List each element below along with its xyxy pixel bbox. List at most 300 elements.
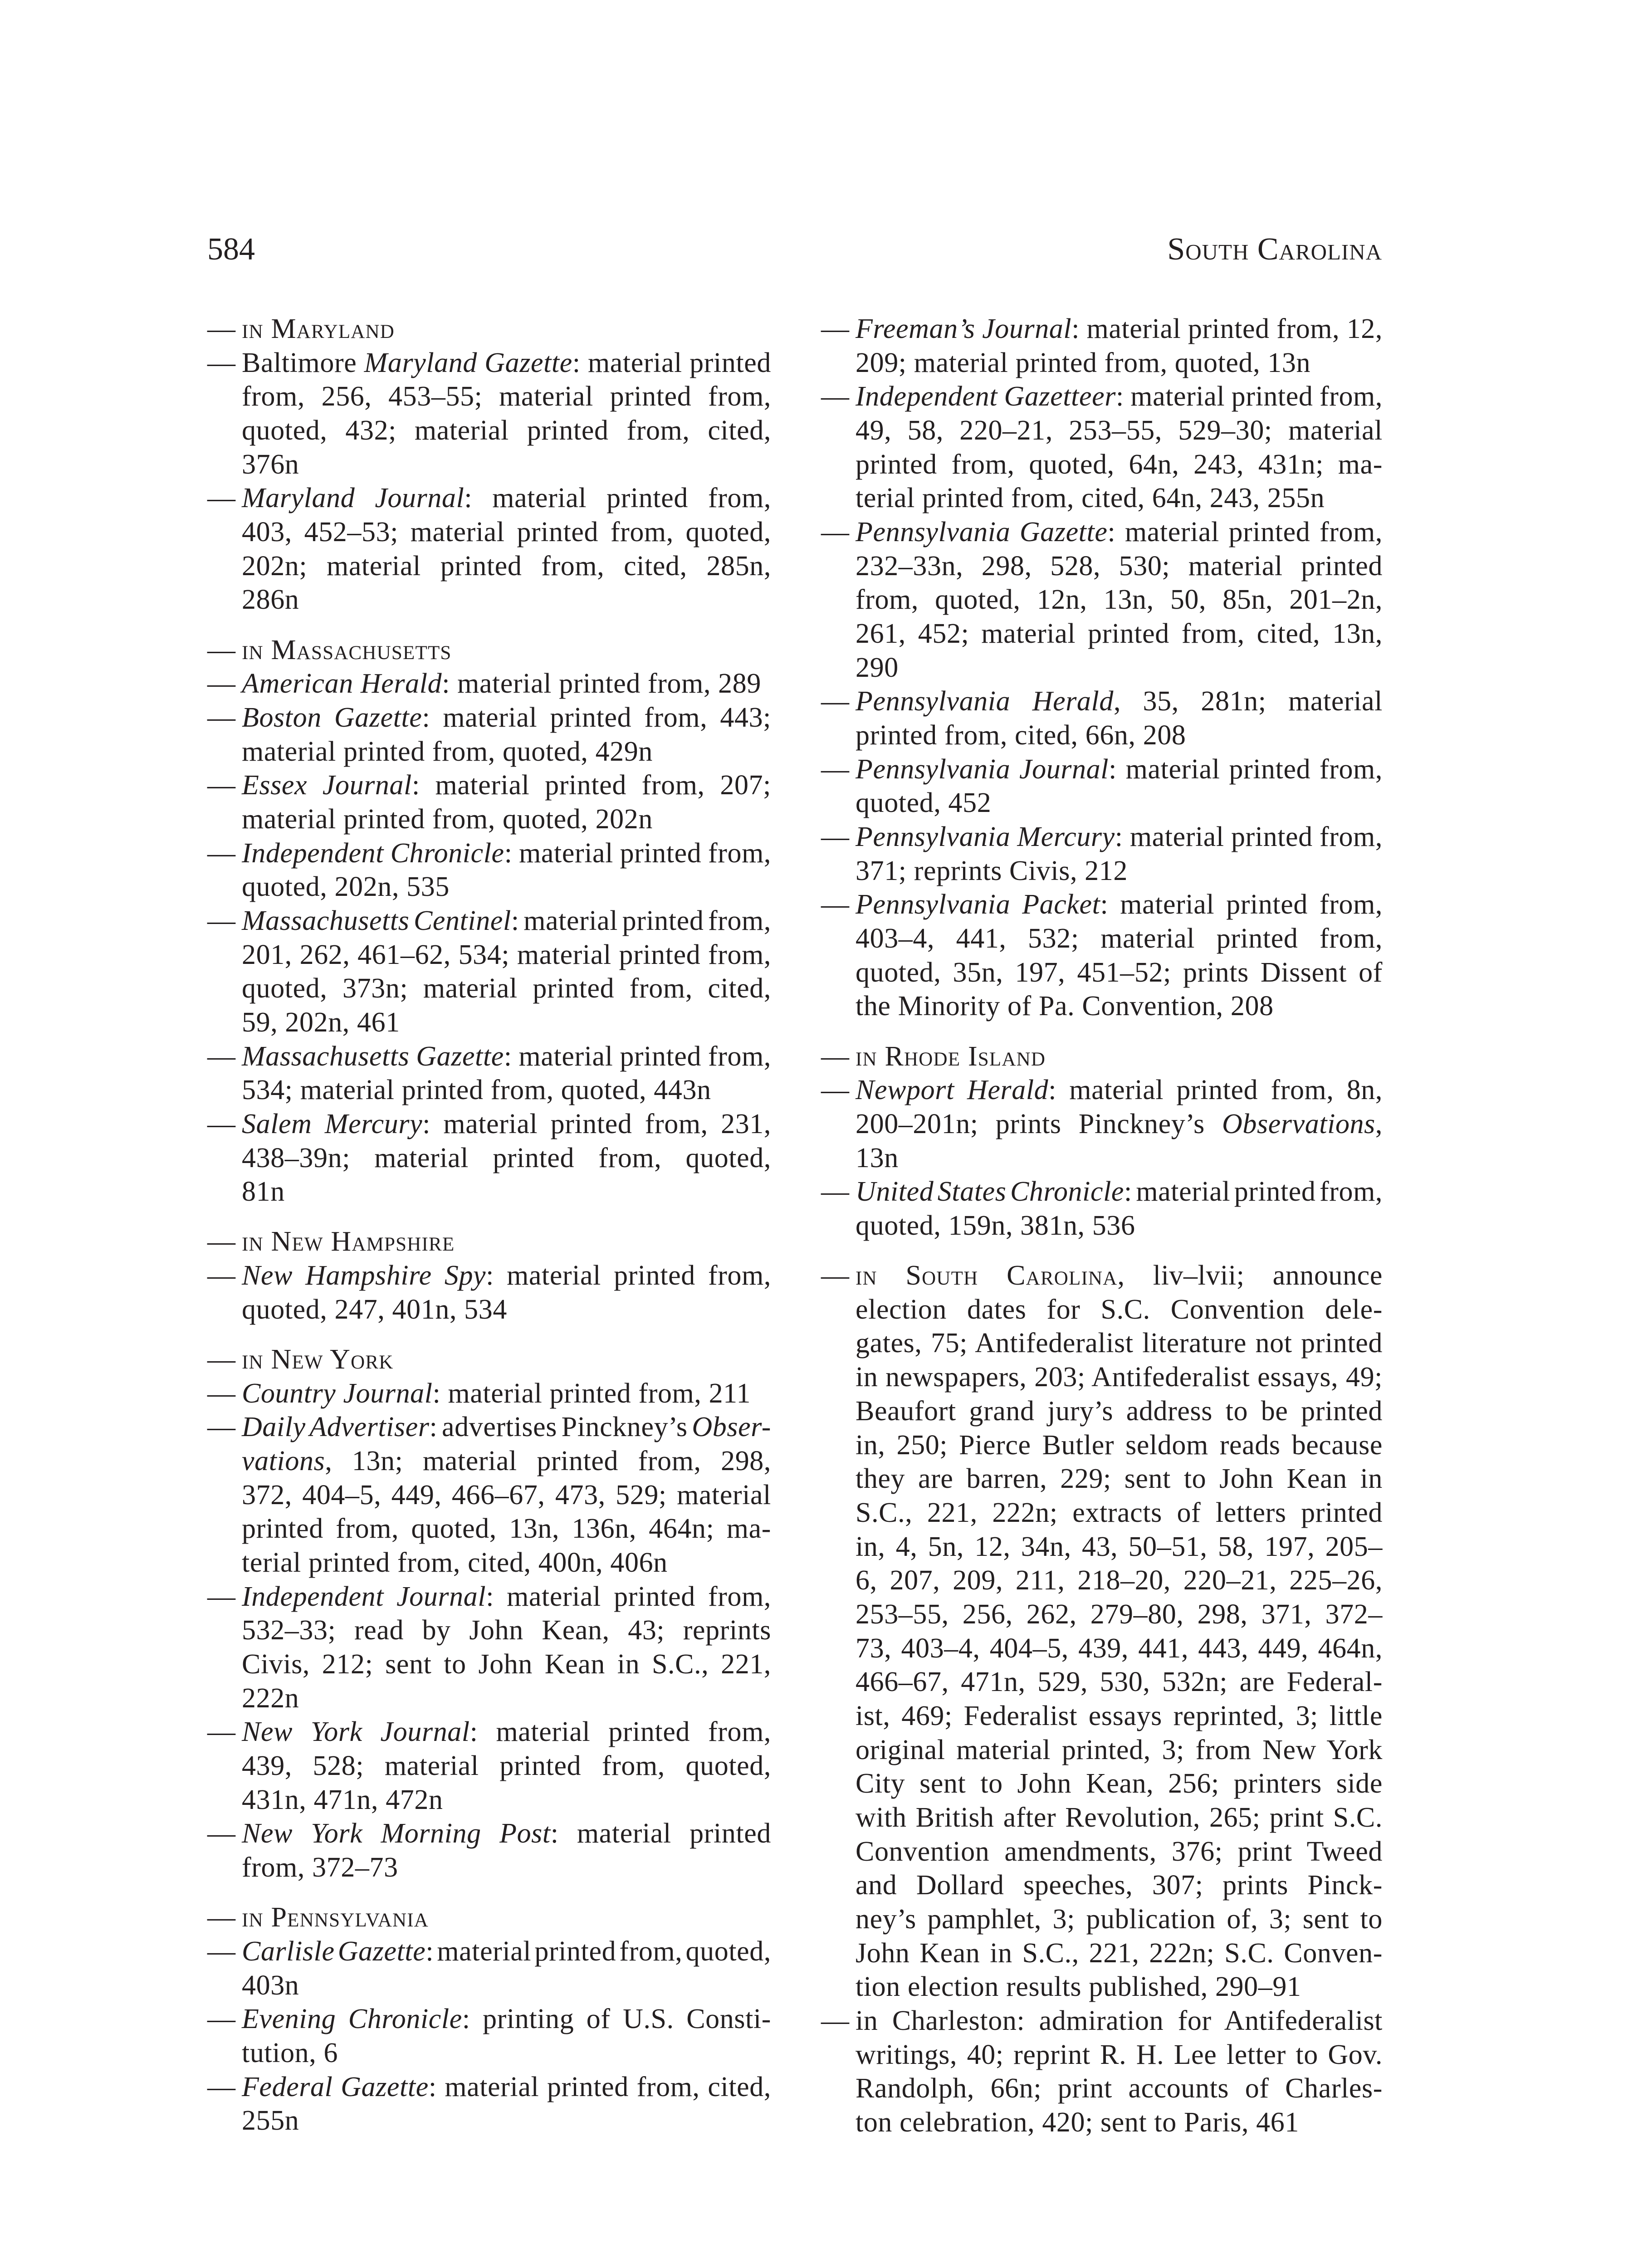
line-text — [856, 1565, 1383, 1596]
line-text — [242, 1226, 455, 1257]
line-text — [856, 1041, 1046, 1072]
index-entry — [821, 1073, 1383, 1175]
index-line — [821, 1835, 1383, 1869]
entry-text: 466–67, 471n, 529, 530, 532n; are Federal- — [856, 1667, 1383, 1698]
index-line — [821, 922, 1383, 956]
line-text — [242, 1446, 771, 1476]
place-subheading: in Massachusetts — [242, 634, 452, 665]
entry-text: 13n — [856, 1142, 899, 1173]
entry-text: : material printed from, — [1115, 821, 1383, 853]
entry-text: John Kean in S.C., 221, 222n; S.C. Conven- — [856, 1937, 1383, 1969]
newspaper-title: Independent Chronicle — [242, 837, 504, 869]
line-text — [242, 635, 452, 665]
line-text — [242, 347, 771, 378]
entry-text: Beaufort grand jury’s address to be printed — [856, 1395, 1383, 1427]
index-line — [821, 1141, 1383, 1175]
em-dash: — — [207, 1260, 236, 1291]
index-entry — [207, 1259, 771, 1326]
line-text — [856, 1109, 1383, 1139]
index-line — [821, 854, 1383, 888]
em-dash: — — [207, 668, 236, 699]
index-line — [821, 1801, 1383, 1835]
em-dash: — — [821, 821, 850, 853]
index-group — [207, 633, 771, 1209]
index-line — [207, 1647, 771, 1681]
entry-text: printed from, quoted, 64n, 243, 431n; ma- — [856, 449, 1383, 480]
line-text — [242, 1683, 299, 1714]
line-text — [242, 1143, 771, 1173]
line-text — [856, 1633, 1383, 1664]
entry-text: quoted, 35n, 197, 451–52; prints Dissent of — [856, 957, 1383, 988]
line-text — [242, 449, 299, 480]
index-line — [821, 448, 1383, 482]
index-line — [821, 1293, 1383, 1327]
entry-text: 73, 403–4, 404–5, 439, 441, 443, 449, 464n, — [856, 1633, 1383, 1664]
entry-text: : material printed from, 207; — [411, 770, 771, 801]
index-line — [821, 888, 1383, 922]
em-dash: — — [207, 1716, 236, 1748]
entry-text: from, 372–73 — [242, 1852, 398, 1883]
entry-text: , — [1375, 1108, 1383, 1139]
index-entry — [821, 2004, 1383, 2140]
entry-text: with British after Revolution, 265; print S.C. — [856, 1802, 1383, 1833]
entry-text: 49, 58, 220–21, 253–55, 529–30; material — [856, 415, 1383, 446]
em-dash: — — [207, 837, 236, 869]
em-dash: — — [207, 1344, 236, 1375]
line-text — [856, 1802, 1383, 1833]
line-text — [242, 517, 771, 547]
index-line — [821, 1360, 1383, 1394]
entry-text: Randolph, 66n; print accounts of Charles- — [856, 2073, 1383, 2104]
line-text — [242, 1852, 398, 1883]
newspaper-title: Obser- — [692, 1412, 771, 1443]
running-title: South Carolina — [1167, 232, 1382, 267]
index-heading — [207, 633, 771, 667]
index-line — [821, 1107, 1383, 1141]
place-subheading: in New York — [242, 1344, 394, 1375]
em-dash: — — [207, 1902, 236, 1933]
index-entry — [207, 1377, 771, 1411]
line-text — [856, 517, 1383, 547]
index-line — [207, 768, 771, 802]
index-line — [207, 1141, 771, 1175]
line-text — [856, 2073, 1383, 2104]
index-line — [207, 380, 771, 414]
index-line — [207, 2036, 771, 2070]
entry-text: 200–201n; prints Pinckney’s — [856, 1108, 1222, 1139]
newspaper-title: Pennsylvania Mercury — [856, 821, 1115, 853]
line-text — [242, 551, 771, 582]
index-line — [207, 1935, 771, 1969]
index-line — [207, 1377, 771, 1411]
line-text — [856, 1701, 1383, 1731]
index-line — [821, 1868, 1383, 1902]
index-entry — [821, 312, 1383, 380]
entry-text: 371; reprints Civis, 212 — [856, 855, 1128, 886]
entry-text: quoted, 452 — [856, 787, 992, 819]
entry-text: 201, 262, 461–62, 534; material printed from, — [242, 939, 771, 970]
entry-text: in newspapers, 203; Antifederalist essays, 49; — [856, 1362, 1383, 1393]
line-text — [856, 1430, 1383, 1461]
line-text — [242, 1075, 711, 1105]
index-line — [207, 802, 771, 836]
index-line — [207, 701, 771, 735]
index-line — [207, 1749, 771, 1783]
newspaper-title: Maryland Journal — [242, 483, 464, 514]
place-subheading: in New Hampshire — [242, 1226, 455, 1257]
index-line — [821, 549, 1383, 583]
place-subheading: in Maryland — [242, 313, 395, 344]
newspaper-title: Pennsylvania Journal — [856, 753, 1109, 785]
index-line — [821, 1394, 1383, 1428]
line-text — [242, 313, 395, 344]
em-dash: — — [207, 1378, 236, 1409]
entry-text: 209; material printed from, quoted, 13n — [856, 347, 1311, 378]
line-text — [242, 1750, 771, 1781]
em-dash: — — [821, 313, 850, 344]
index-entry — [821, 1259, 1383, 2004]
entry-text: : material printed from, 231, — [422, 1108, 771, 1139]
line-text — [856, 1497, 1383, 1528]
index-group — [207, 1343, 771, 1885]
line-text — [856, 686, 1383, 717]
index-line — [207, 836, 771, 870]
em-dash: — — [207, 2071, 236, 2102]
line-text — [856, 1735, 1383, 1765]
index-line — [207, 972, 771, 1006]
index-column-left — [207, 312, 771, 2138]
entry-text: ney’s pamphlet, 3; publication of, 3; sent to — [856, 1903, 1383, 1935]
index-line — [207, 1040, 771, 1074]
index-line — [207, 1444, 771, 1478]
entry-text: : material printed from, — [504, 1041, 771, 1072]
line-text — [856, 1870, 1383, 1901]
em-dash: — — [207, 1818, 236, 1849]
index-line — [821, 1259, 1383, 1293]
entry-text: : material printed from, quoted, — [425, 1936, 771, 1967]
index-line — [821, 1936, 1383, 1970]
entry-text: : material printed from, — [1109, 753, 1383, 785]
index-line — [207, 1512, 771, 1546]
entry-text: quoted, 373n; material printed from, cited, — [242, 973, 771, 1004]
index-line — [207, 515, 771, 549]
line-text — [856, 1836, 1383, 1867]
line-text — [242, 415, 771, 446]
index-entry — [207, 2002, 771, 2070]
entry-text: they are barren, 229; sent to John Kean in — [856, 1463, 1383, 1495]
entry-text: , 35, 281n; material — [1113, 686, 1383, 717]
entry-text: Civis, 212; sent to John Kean in S.C., 221, — [242, 1649, 771, 1680]
line-text — [856, 313, 1383, 344]
index-entry — [207, 904, 771, 1040]
index-line — [821, 1428, 1383, 1462]
newspaper-title: New Hampshire Spy — [242, 1260, 486, 1291]
line-text — [242, 2105, 299, 2136]
line-text — [856, 1260, 1383, 1291]
entry-text: 438–39n; material printed from, quoted, — [242, 1142, 771, 1173]
entry-text: tution, 6 — [242, 2037, 338, 2068]
entry-text: : material printed from, — [504, 837, 771, 869]
line-text — [242, 1581, 771, 1612]
index-line — [207, 1073, 771, 1107]
index-line — [821, 956, 1383, 990]
index-line — [821, 380, 1383, 414]
entry-text: : printing of U.S. Consti- — [462, 2004, 771, 2035]
entry-text: writings, 40; reprint R. H. Lee letter to Gov. — [856, 2039, 1383, 2070]
entry-text: 232–33n, 298, 528, 530; material printed — [856, 550, 1383, 582]
entry-text: : material printed from, — [511, 905, 771, 936]
line-text — [242, 1818, 771, 1849]
em-dash: — — [821, 1176, 850, 1207]
entry-text: 439, 528; material printed from, quoted, — [242, 1750, 771, 1782]
index-line — [821, 583, 1383, 617]
line-text — [856, 2039, 1383, 2070]
place-subheading: in South Carolina — [856, 1260, 1118, 1291]
newspaper-title: Evening Chronicle — [242, 2004, 462, 2035]
index-line — [821, 989, 1383, 1023]
entry-text: in, 250; Pierce Butler seldom reads because — [856, 1429, 1383, 1461]
index-line — [207, 735, 771, 769]
index-line — [207, 1410, 771, 1444]
entry-text: original material printed, 3; from New York — [856, 1734, 1383, 1765]
em-dash: — — [821, 686, 850, 717]
line-text — [856, 1904, 1383, 1935]
entry-text: material printed from, quoted, 202n — [242, 803, 653, 835]
entry-text: : material printed from, — [1100, 889, 1383, 920]
em-dash: — — [207, 905, 236, 936]
em-dash: — — [821, 517, 850, 548]
index-line — [821, 515, 1383, 549]
line-text — [242, 1007, 400, 1038]
index-line — [207, 2104, 771, 2138]
newspaper-title: Country Journal — [242, 1378, 433, 1409]
index-line — [821, 1326, 1383, 1360]
line-text — [242, 1260, 771, 1291]
index-line — [821, 1530, 1383, 1564]
em-dash: — — [207, 1412, 236, 1443]
line-text — [856, 1328, 1383, 1359]
line-text — [856, 652, 899, 683]
newspaper-title: Pennsylvania Gazette — [856, 517, 1108, 548]
index-line — [207, 870, 771, 904]
index-entry — [821, 820, 1383, 888]
index-entry — [821, 515, 1383, 684]
em-dash: — — [821, 753, 850, 785]
index-entry — [821, 753, 1383, 820]
line-text — [856, 889, 1383, 920]
entry-text: : material printed from, — [486, 1260, 771, 1291]
entry-text: printed from, cited, 66n, 208 — [856, 720, 1186, 751]
entry-text: tion election results published, 290–91 — [856, 1971, 1301, 2003]
page-header — [207, 231, 1382, 268]
index-entry — [207, 1107, 771, 1209]
line-text — [242, 1902, 429, 1933]
entry-text: 202n; material printed from, cited, 285n, — [242, 550, 771, 582]
index-line — [207, 904, 771, 938]
newspaper-title: Independent Journal — [242, 1581, 486, 1612]
newspaper-title: Maryland Gazette — [364, 347, 572, 378]
entry-text: from, 256, 453–55; material printed from, — [242, 381, 771, 412]
entry-text: 253–55, 256, 262, 279–80, 298, 371, 372– — [856, 1598, 1383, 1630]
newspaper-title: Pennsylvania Herald — [856, 686, 1114, 717]
index-line — [821, 1462, 1383, 1496]
index-line — [821, 753, 1383, 787]
line-text — [242, 1378, 751, 1409]
newspaper-title: New York Morning Post — [242, 1818, 551, 1849]
index-line — [207, 346, 771, 380]
line-text — [242, 2072, 771, 2102]
index-line — [207, 1783, 771, 1817]
entry-text: gates, 75; Antifederalist literature not printed — [856, 1328, 1383, 1359]
line-text — [856, 1075, 1383, 1105]
line-text — [856, 1294, 1383, 1325]
index-line — [821, 1496, 1383, 1530]
newspaper-title: Massachusetts Centinel — [242, 905, 511, 936]
index-line — [821, 414, 1383, 448]
line-text — [856, 991, 1274, 1022]
entry-text: : material printed from, cited, — [428, 2071, 771, 2102]
line-text — [242, 871, 450, 902]
entry-text: ton celebration, 420; sent to Paris, 461 — [856, 2107, 1299, 2138]
index-line — [821, 1970, 1383, 2004]
index-line — [207, 583, 771, 617]
entry-text: 403–4, 441, 532; material printed from, — [856, 923, 1383, 954]
index-entry — [207, 836, 771, 904]
em-dash: — — [207, 634, 236, 665]
index-line — [821, 1564, 1383, 1598]
entry-text: in, 4, 5n, 12, 34n, 43, 50–51, 58, 197, 205– — [856, 1531, 1383, 1562]
index-line — [821, 2072, 1383, 2106]
newspaper-title: Pennsylvania Packet — [856, 889, 1100, 920]
newspaper-title: Federal Gazette — [242, 2071, 429, 2102]
index-line — [821, 1209, 1383, 1243]
index-line — [207, 667, 771, 701]
index-line — [207, 1546, 771, 1580]
em-dash: — — [207, 1108, 236, 1139]
index-line — [821, 1733, 1383, 1767]
index-entry — [207, 1580, 771, 1716]
line-text — [242, 973, 771, 1004]
entry-text: quoted, 202n, 535 — [242, 871, 450, 903]
entry-text: : advertises Pinckney’s — [429, 1412, 692, 1443]
index-line — [821, 346, 1383, 380]
index-line — [821, 1598, 1383, 1632]
entry-text: S.C., 221, 222n; extracts of letters printed — [856, 1497, 1383, 1528]
index-line — [821, 1665, 1383, 1699]
em-dash: — — [207, 2004, 236, 2035]
line-text — [242, 1344, 393, 1375]
entry-text: printed from, quoted, 13n, 136n, 464n; ma- — [242, 1513, 771, 1545]
entry-text: in Charleston: admiration for Antifederalist — [856, 2005, 1383, 2036]
line-text — [856, 381, 1383, 412]
entry-text: terial printed from, cited, 400n, 406n — [242, 1547, 668, 1579]
entry-text: : material printed from, 443; — [422, 702, 771, 733]
entry-text: : material printed from, — [1115, 381, 1383, 412]
entry-text: , liv–lvii; announce — [1117, 1260, 1383, 1291]
index-line — [821, 312, 1383, 346]
newspaper-title: Salem Mercury — [242, 1108, 423, 1139]
index-entry — [207, 701, 771, 768]
line-text — [242, 584, 299, 615]
index-line — [821, 1632, 1383, 1666]
line-text — [242, 804, 653, 835]
index-heading — [207, 1343, 771, 1377]
index-line — [207, 1107, 771, 1141]
entry-text: Convention amendments, 376; print Tweed — [856, 1836, 1383, 1867]
index-entry — [207, 1040, 771, 1107]
place-subheading: in Rhode Island — [856, 1041, 1046, 1072]
line-text — [856, 1143, 899, 1173]
entry-text: election dates for S.C. Convention dele- — [856, 1294, 1383, 1325]
index-line — [821, 684, 1383, 719]
index-entry — [207, 667, 771, 701]
index-line — [207, 2070, 771, 2104]
line-text — [856, 347, 1310, 378]
em-dash: — — [207, 1581, 236, 1612]
entry-text: 534; material printed from, quoted, 443n — [242, 1075, 711, 1106]
entry-text: material printed from, quoted, 429n — [242, 736, 653, 767]
line-text — [242, 483, 771, 513]
index-entry — [207, 346, 771, 482]
line-text — [242, 770, 771, 801]
index-group — [821, 1040, 1383, 1243]
newspaper-title: Massachusetts Gazette — [242, 1041, 504, 1072]
newspaper-title: American Herald — [242, 668, 442, 699]
line-text — [242, 1294, 507, 1325]
line-text — [856, 449, 1383, 480]
line-text — [856, 584, 1383, 615]
line-text — [242, 1176, 285, 1207]
index-line — [207, 481, 771, 515]
entry-text: : material printed from, — [1107, 517, 1383, 548]
line-text — [242, 381, 771, 412]
entry-text: 6, 207, 209, 211, 218–20, 220–21, 225–26, — [856, 1565, 1383, 1596]
index-line — [207, 1293, 771, 1327]
em-dash: — — [821, 2005, 850, 2036]
entry-text: 372, 404–5, 449, 466–67, 473, 529; material — [242, 1479, 771, 1510]
index-line — [207, 1580, 771, 1614]
entry-text: 431n, 471n, 472n — [242, 1784, 443, 1815]
index-line — [821, 719, 1383, 753]
line-text — [856, 1396, 1383, 1427]
entry-text: : material printed from, 289 — [442, 668, 761, 699]
entry-text: 403n — [242, 1970, 299, 2001]
line-text — [856, 1938, 1383, 1969]
index-line — [207, 2002, 771, 2036]
entry-text: 255n — [242, 2105, 299, 2136]
em-dash: — — [821, 889, 850, 920]
line-text — [856, 1971, 1301, 2002]
index-line — [207, 414, 771, 448]
entry-text: from, quoted, 12n, 13n, 50, 85n, 201–2n, — [856, 584, 1383, 616]
newspaper-title: Boston Gazette — [242, 702, 422, 733]
line-text — [856, 483, 1325, 513]
index-line — [207, 1613, 771, 1647]
em-dash: — — [207, 770, 236, 801]
entry-text: : material printed from, — [469, 1716, 771, 1748]
index-column-right — [821, 312, 1383, 2140]
line-text — [242, 1936, 771, 1967]
entry-text: ist, 469; Federalist essays reprinted, 3; little — [856, 1700, 1383, 1731]
index-group — [821, 1259, 1383, 2139]
entry-text: the Minority of Pa. Convention, 208 — [856, 991, 1274, 1022]
line-text — [856, 821, 1383, 852]
line-text — [242, 1041, 771, 1072]
newspaper-title: United States Chronicle — [856, 1176, 1125, 1207]
entry-text: : material printed from, 12, — [1071, 313, 1383, 344]
index-entry — [207, 2070, 771, 2138]
line-text — [242, 1547, 668, 1578]
